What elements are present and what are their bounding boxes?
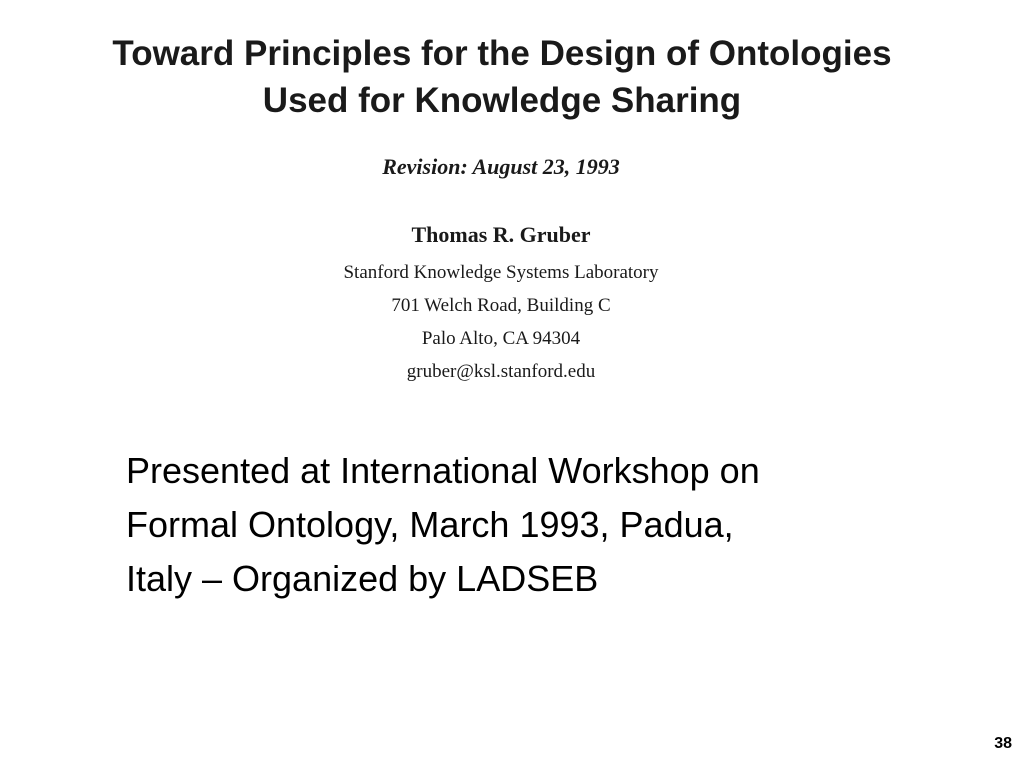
paper-title [0,30,1004,124]
affiliation-email: gruber@ksl.stanford.edu [406,361,596,382]
affiliation-city: Palo Alto, CA 94304 [421,328,581,349]
author-affiliation [0,256,1002,388]
presentation-note-line-1: Presented at International Workshop on [126,450,760,491]
presentation-note-line-3: Italy – Organized by LADSEB [126,558,599,599]
author-name: Thomas R. Gruber [411,222,591,247]
presentation-note [126,444,956,606]
paper-title-line-2: Used for Knowledge Sharing [262,81,742,120]
paper-title-line-1: Toward Principles for the Design of Ontologies [112,34,892,73]
page-number: 38 [994,735,1012,752]
revision-date: Revision: August 23, 1993 [382,154,620,179]
affiliation-lab: Stanford Knowledge Systems Laboratory [343,262,659,283]
presentation-note-line-2: Formal Ontology, March 1993, Padua, [126,504,734,545]
affiliation-street: 701 Welch Road, Building C [391,295,611,316]
